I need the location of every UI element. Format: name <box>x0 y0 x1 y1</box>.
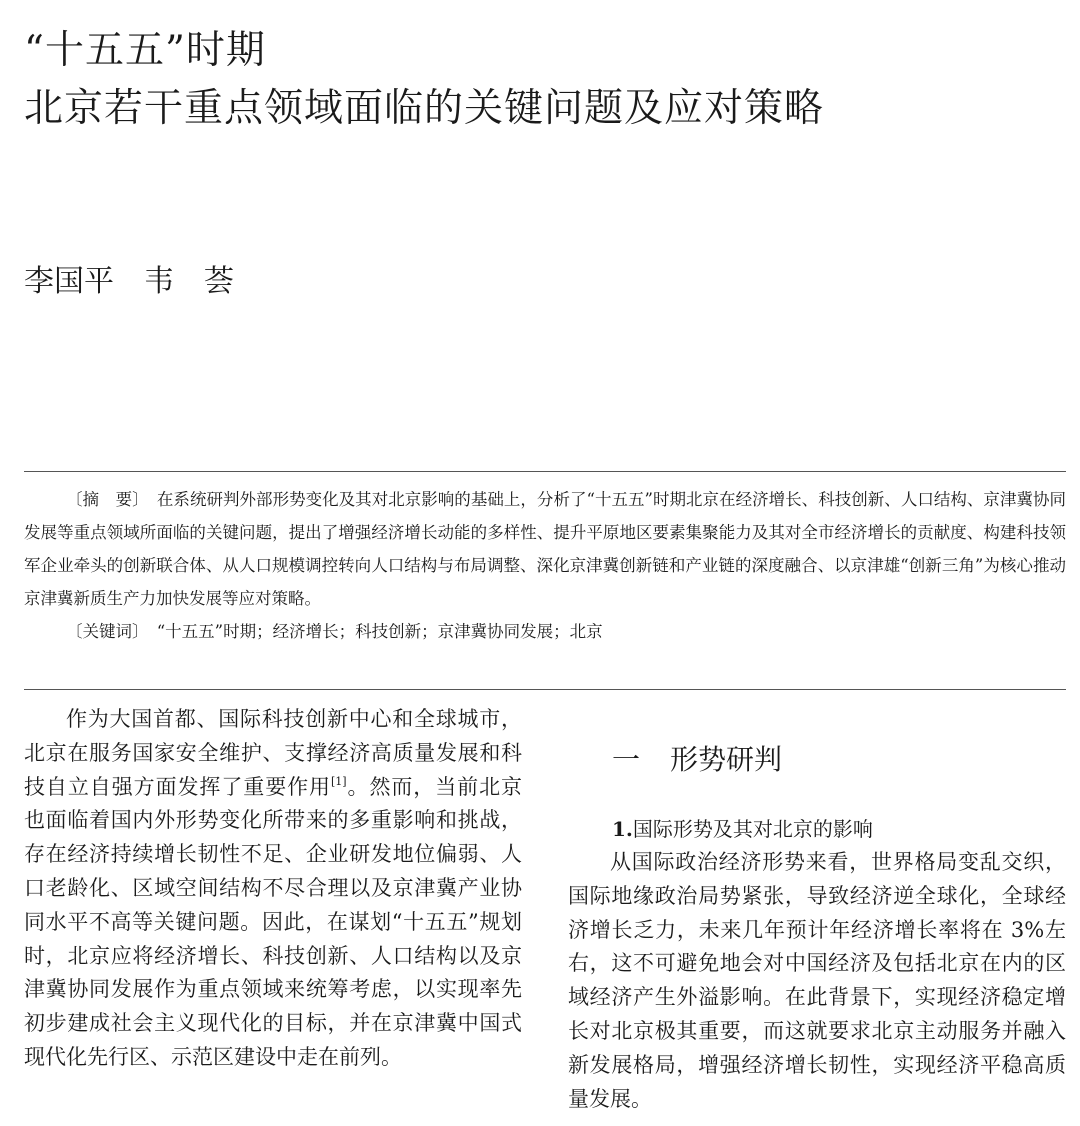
subsection-number: 1. <box>612 817 633 841</box>
author-list <box>24 262 234 302</box>
section-heading <box>612 740 782 780</box>
intro-text-part-2: 。然而，当前北京也面临着国内外形势变化所带来的多重影响和挑战，存在经济持续增长韧性不足、企业研发地位偏弱、人口老龄化、区域空间结构不尽合理以及京津冀产业协同水平不高等关键问题。因此，在谋划“十五五”规划时，北京应将经济增长、科技创新、人口结构以及京津冀协同发展作为重点领域来统筹考虑，以实现率先初步建成社会主义现代化的目标，并在京津冀中国式现代化先行区、示范区建设中走在前列。 <box>24 774 523 1069</box>
intro-paragraph <box>24 703 522 1075</box>
divider-top <box>24 471 1066 472</box>
divider-bottom <box>24 689 1066 690</box>
right-column <box>568 846 1066 1116</box>
subsection-title: 国际形势及其对北京的影响 <box>632 817 873 841</box>
intro-text-part-1: 作为大国首都、国际科技创新中心和全球城市，北京在服务国家安全维护、支撑经济高质量发展和科技自立自强方面发挥了重要作用 <box>24 707 522 799</box>
keywords-label: 〔关键词〕 <box>66 622 141 641</box>
section-title: 形势研判 <box>670 743 783 776</box>
body-paragraph: 从国际政治经济形势来看，世界格局变乱交织，国际地缘政治局势紧张，导致经济逆全球化，全球经济增长乏力，未来几年预计年经济增长率将在 3%左右，这不可避免地会对中国经济及包括北京在内的区域经济产生外溢影响。在此背景下，实现经济稳定增长对北京极其重要，而这就要求北京主动服务并融入新发展格局，增强经济增长韧性，实现经济平稳高质量发展。 <box>568 850 1066 1111</box>
author-name: 李国平 <box>24 264 114 299</box>
article-title <box>24 22 824 138</box>
abstract-paragraph <box>24 483 1066 615</box>
subsection-heading <box>612 813 873 845</box>
keywords-text: “十五五”时期；经济增长；科技创新；京津冀协同发展；北京 <box>156 622 603 641</box>
left-column <box>24 703 522 1075</box>
citation-ref[interactable]: [1] <box>331 774 347 788</box>
abstract-text: 在系统研判外部形势变化及其对北京影响的基础上，分析了“十五五”时期北京在经济增长、科技创新、人口结构、京津冀协同发展等重点领域所面临的关键问题，提出了增强经济增长动能的多样性、提升平原地区要素集聚能力及其对全市经济增长的贡献度、构建科技领军企业牵头的创新联合体、从人口规模调控转向人口结构与布局调整、深化京津冀创新链和产业链的深度融合、以京津雄“创新三角”为核心推动京津冀新质生产力加快发展等应对策略。 <box>24 490 1067 608</box>
abstract-block <box>24 483 1066 648</box>
title-line-2: 北京若干重点领域面临的关键问题及应对策略 <box>24 86 825 131</box>
section-number: 一 <box>612 743 641 776</box>
abstract-label: 〔摘 要〕 <box>66 490 141 509</box>
author-name: 韦 荟 <box>144 264 234 299</box>
keywords-paragraph <box>24 615 1066 648</box>
title-line-1: “十五五”时期 <box>24 28 266 73</box>
